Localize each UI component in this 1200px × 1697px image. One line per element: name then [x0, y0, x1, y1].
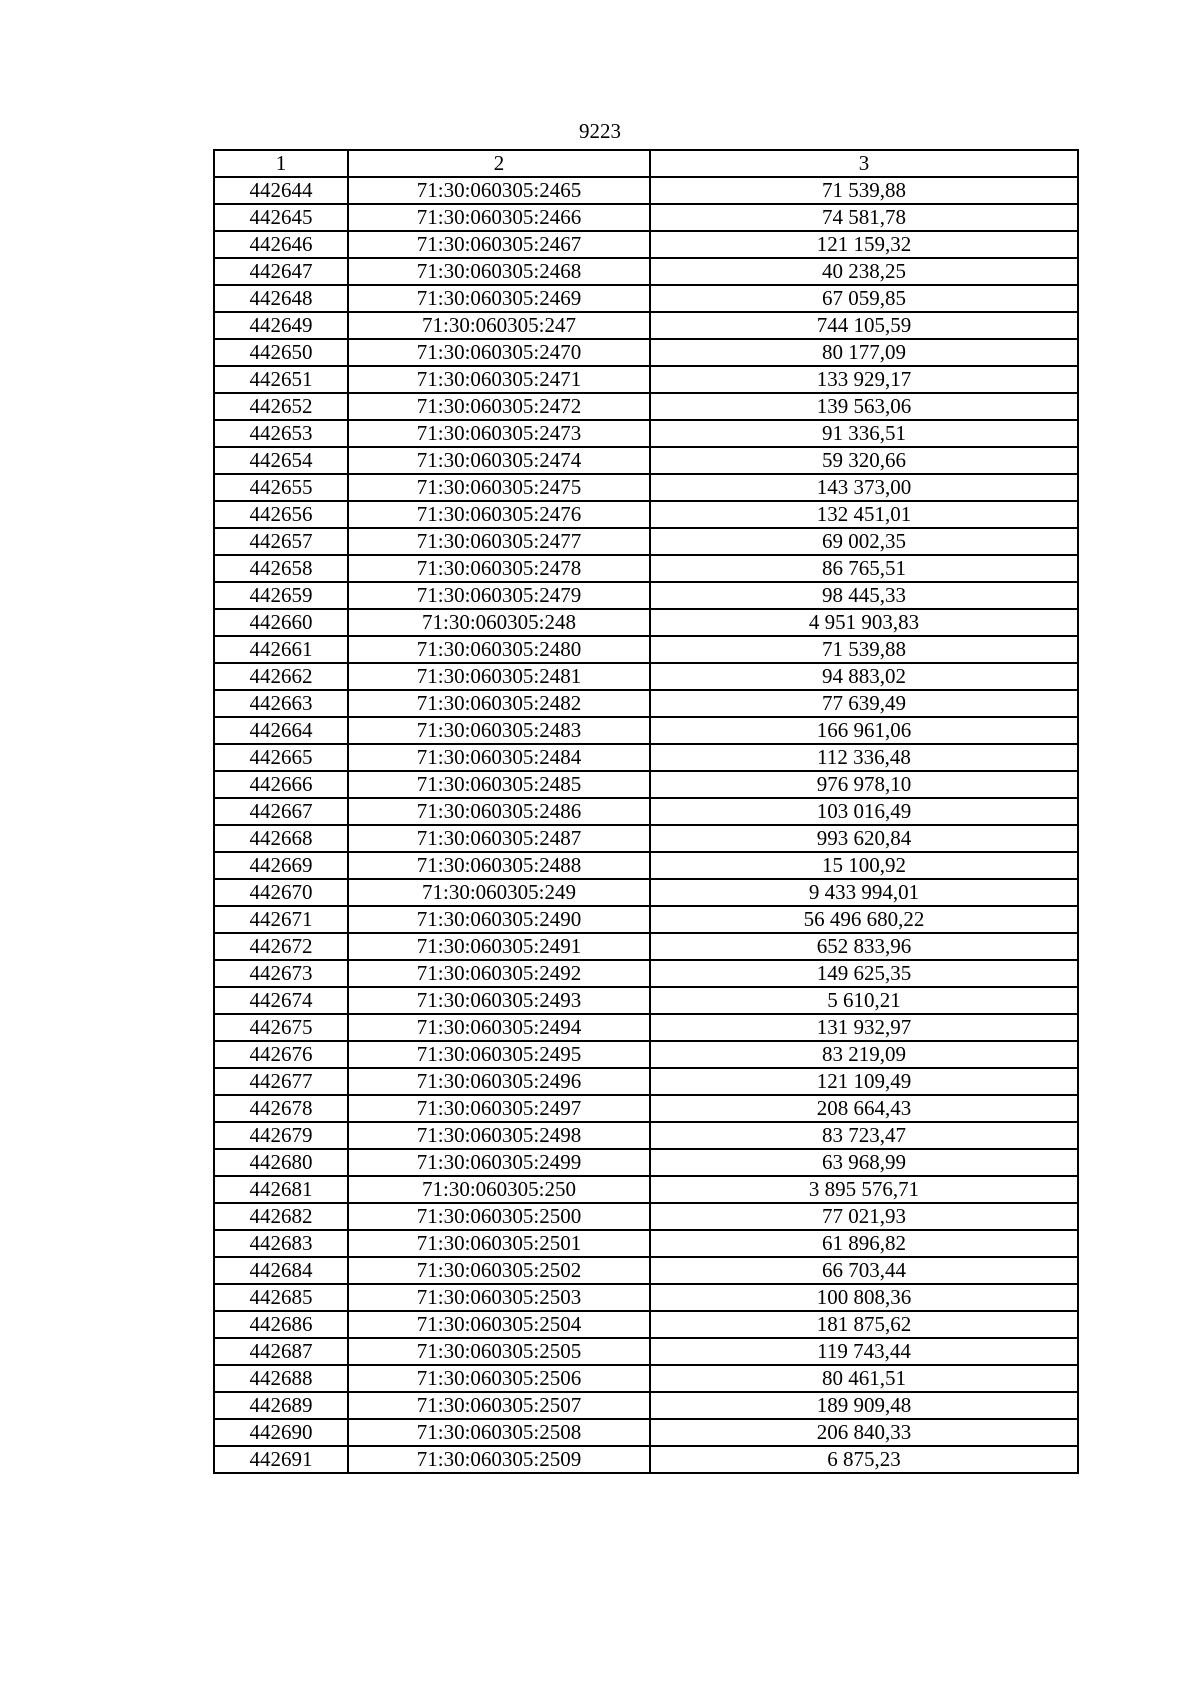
value-cell: 103 016,49	[650, 798, 1078, 825]
cadastral-number-cell: 71:30:060305:2495	[348, 1041, 650, 1068]
row-number-cell: 442664	[214, 717, 348, 744]
cadastral-number-cell: 71:30:060305:2492	[348, 960, 650, 987]
row-number-cell: 442676	[214, 1041, 348, 1068]
header-cell-column-2: 2	[348, 150, 650, 177]
value-cell: 744 105,59	[650, 312, 1078, 339]
table-row	[214, 1338, 1078, 1365]
row-number-cell: 442669	[214, 852, 348, 879]
value-cell: 94 883,02	[650, 663, 1078, 690]
row-number-cell: 442686	[214, 1311, 348, 1338]
value-cell: 61 896,82	[650, 1230, 1078, 1257]
table-row	[214, 1095, 1078, 1122]
cadastral-number-cell: 71:30:060305:2470	[348, 339, 650, 366]
value-cell: 121 159,32	[650, 231, 1078, 258]
cadastral-number-cell: 71:30:060305:2471	[348, 366, 650, 393]
cadastral-number-cell: 71:30:060305:250	[348, 1176, 650, 1203]
table-row	[214, 1230, 1078, 1257]
row-number-cell: 442656	[214, 501, 348, 528]
row-number-cell: 442689	[214, 1392, 348, 1419]
value-cell: 80 461,51	[650, 1365, 1078, 1392]
table-row	[214, 258, 1078, 285]
row-number-cell: 442660	[214, 609, 348, 636]
table-row	[214, 1365, 1078, 1392]
value-cell: 86 765,51	[650, 555, 1078, 582]
cadastral-number-cell: 71:30:060305:2504	[348, 1311, 650, 1338]
cadastral-number-cell: 71:30:060305:2484	[348, 744, 650, 771]
row-number-cell: 442668	[214, 825, 348, 852]
table-row	[214, 879, 1078, 906]
value-cell: 139 563,06	[650, 393, 1078, 420]
table-row	[214, 420, 1078, 447]
value-cell: 83 219,09	[650, 1041, 1078, 1068]
row-number-cell: 442677	[214, 1068, 348, 1095]
value-cell: 6 875,23	[650, 1446, 1078, 1473]
value-cell: 112 336,48	[650, 744, 1078, 771]
table-row	[214, 636, 1078, 663]
row-number-cell: 442662	[214, 663, 348, 690]
row-number-cell: 442653	[214, 420, 348, 447]
table-row	[214, 231, 1078, 258]
table-row	[214, 177, 1078, 204]
value-cell: 5 610,21	[650, 987, 1078, 1014]
row-number-cell: 442679	[214, 1122, 348, 1149]
cadastral-number-cell: 71:30:060305:2481	[348, 663, 650, 690]
cadastral-number-cell: 71:30:060305:2490	[348, 906, 650, 933]
value-cell: 976 978,10	[650, 771, 1078, 798]
cadastral-number-cell: 71:30:060305:2488	[348, 852, 650, 879]
table-row	[214, 1392, 1078, 1419]
row-number-cell: 442687	[214, 1338, 348, 1365]
cadastral-number-cell: 71:30:060305:2477	[348, 528, 650, 555]
table-row	[214, 960, 1078, 987]
value-cell: 132 451,01	[650, 501, 1078, 528]
row-number-cell: 442685	[214, 1284, 348, 1311]
row-number-cell: 442691	[214, 1446, 348, 1473]
table-row	[214, 690, 1078, 717]
table-row	[214, 312, 1078, 339]
value-cell: 77 639,49	[650, 690, 1078, 717]
table-row	[214, 1149, 1078, 1176]
row-number-cell: 442644	[214, 177, 348, 204]
value-cell: 71 539,88	[650, 177, 1078, 204]
value-cell: 181 875,62	[650, 1311, 1078, 1338]
cadastral-number-cell: 71:30:060305:2496	[348, 1068, 650, 1095]
table-row	[214, 852, 1078, 879]
table-row	[214, 528, 1078, 555]
table-row	[214, 1311, 1078, 1338]
row-number-cell: 442674	[214, 987, 348, 1014]
table-row	[214, 285, 1078, 312]
table-row	[214, 555, 1078, 582]
table-row	[214, 501, 1078, 528]
table-row	[214, 744, 1078, 771]
cadastral-number-cell: 71:30:060305:247	[348, 312, 650, 339]
table-row	[214, 1041, 1078, 1068]
cadastral-number-cell: 71:30:060305:2509	[348, 1446, 650, 1473]
cadastral-number-cell: 71:30:060305:2469	[348, 285, 650, 312]
cadastral-number-cell: 71:30:060305:2479	[348, 582, 650, 609]
cadastral-number-cell: 71:30:060305:2502	[348, 1257, 650, 1284]
table-row	[214, 1446, 1078, 1473]
header-cell-column-1: 1	[214, 150, 348, 177]
value-cell: 15 100,92	[650, 852, 1078, 879]
cadastral-number-cell: 71:30:060305:248	[348, 609, 650, 636]
cadastral-number-cell: 71:30:060305:2485	[348, 771, 650, 798]
row-number-cell: 442658	[214, 555, 348, 582]
cadastral-number-cell: 71:30:060305:2482	[348, 690, 650, 717]
cadastral-number-cell: 71:30:060305:2498	[348, 1122, 650, 1149]
table-row	[214, 1176, 1078, 1203]
value-cell: 74 581,78	[650, 204, 1078, 231]
value-cell: 3 895 576,71	[650, 1176, 1078, 1203]
table-row	[214, 366, 1078, 393]
row-number-cell: 442684	[214, 1257, 348, 1284]
table-row	[214, 933, 1078, 960]
cadastral-number-cell: 71:30:060305:2501	[348, 1230, 650, 1257]
row-number-cell: 442652	[214, 393, 348, 420]
cadastral-number-cell: 71:30:060305:2493	[348, 987, 650, 1014]
row-number-cell: 442672	[214, 933, 348, 960]
cadastral-number-cell: 71:30:060305:2508	[348, 1419, 650, 1446]
cadastral-number-cell: 71:30:060305:2476	[348, 501, 650, 528]
value-cell: 4 951 903,83	[650, 609, 1078, 636]
value-cell: 80 177,09	[650, 339, 1078, 366]
row-number-cell: 442683	[214, 1230, 348, 1257]
row-number-cell: 442645	[214, 204, 348, 231]
table-row	[214, 663, 1078, 690]
row-number-cell: 442667	[214, 798, 348, 825]
row-number-cell: 442673	[214, 960, 348, 987]
value-cell: 98 445,33	[650, 582, 1078, 609]
row-number-cell: 442680	[214, 1149, 348, 1176]
cadastral-number-cell: 71:30:060305:2480	[348, 636, 650, 663]
value-cell: 121 109,49	[650, 1068, 1078, 1095]
cadastral-number-cell: 71:30:060305:249	[348, 879, 650, 906]
table-row	[214, 1284, 1078, 1311]
cadastral-number-cell: 71:30:060305:2507	[348, 1392, 650, 1419]
cadastral-number-cell: 71:30:060305:2472	[348, 393, 650, 420]
value-cell: 91 336,51	[650, 420, 1078, 447]
cadastral-number-cell: 71:30:060305:2478	[348, 555, 650, 582]
cadastral-number-cell: 71:30:060305:2474	[348, 447, 650, 474]
table-row	[214, 1419, 1078, 1446]
row-number-cell: 442646	[214, 231, 348, 258]
table-row	[214, 204, 1078, 231]
header-cell-column-3: 3	[650, 150, 1078, 177]
table-row	[214, 447, 1078, 474]
cadastral-number-cell: 71:30:060305:2467	[348, 231, 650, 258]
cadastral-number-cell: 71:30:060305:2465	[348, 177, 650, 204]
value-cell: 69 002,35	[650, 528, 1078, 555]
value-cell: 993 620,84	[650, 825, 1078, 852]
value-cell: 63 968,99	[650, 1149, 1078, 1176]
row-number-cell: 442649	[214, 312, 348, 339]
table-row	[214, 1203, 1078, 1230]
row-number-cell: 442666	[214, 771, 348, 798]
value-cell: 149 625,35	[650, 960, 1078, 987]
value-cell: 119 743,44	[650, 1338, 1078, 1365]
row-number-cell: 442663	[214, 690, 348, 717]
cadastral-number-cell: 71:30:060305:2473	[348, 420, 650, 447]
row-number-cell: 442650	[214, 339, 348, 366]
table-row	[214, 987, 1078, 1014]
row-number-cell: 442647	[214, 258, 348, 285]
table-row	[214, 1068, 1078, 1095]
table-row	[214, 906, 1078, 933]
cadastral-number-cell: 71:30:060305:2500	[348, 1203, 650, 1230]
value-cell: 9 433 994,01	[650, 879, 1078, 906]
value-cell: 131 932,97	[650, 1014, 1078, 1041]
row-number-cell: 442690	[214, 1419, 348, 1446]
table-row	[214, 609, 1078, 636]
table-row	[214, 582, 1078, 609]
value-cell: 100 808,36	[650, 1284, 1078, 1311]
table-row	[214, 1014, 1078, 1041]
value-cell: 189 909,48	[650, 1392, 1078, 1419]
row-number-cell: 442648	[214, 285, 348, 312]
row-number-cell: 442678	[214, 1095, 348, 1122]
table-row	[214, 1257, 1078, 1284]
value-cell: 143 373,00	[650, 474, 1078, 501]
cadastral-number-cell: 71:30:060305:2503	[348, 1284, 650, 1311]
table-row	[214, 474, 1078, 501]
row-number-cell: 442665	[214, 744, 348, 771]
page-number: 9223	[579, 119, 621, 143]
value-cell: 56 496 680,22	[650, 906, 1078, 933]
cadastral-number-cell: 71:30:060305:2499	[348, 1149, 650, 1176]
row-number-cell: 442655	[214, 474, 348, 501]
cadastral-number-cell: 71:30:060305:2494	[348, 1014, 650, 1041]
cadastral-number-cell: 71:30:060305:2483	[348, 717, 650, 744]
cadastral-number-cell: 71:30:060305:2466	[348, 204, 650, 231]
row-number-cell: 442651	[214, 366, 348, 393]
value-cell: 166 961,06	[650, 717, 1078, 744]
row-number-cell: 442670	[214, 879, 348, 906]
value-cell: 133 929,17	[650, 366, 1078, 393]
cadastral-number-cell: 71:30:060305:2486	[348, 798, 650, 825]
value-cell: 59 320,66	[650, 447, 1078, 474]
row-number-cell: 442654	[214, 447, 348, 474]
cadastral-number-cell: 71:30:060305:2475	[348, 474, 650, 501]
row-number-cell: 442675	[214, 1014, 348, 1041]
row-number-cell: 442671	[214, 906, 348, 933]
table-row	[214, 717, 1078, 744]
row-number-cell: 442659	[214, 582, 348, 609]
cadastral-number-cell: 71:30:060305:2468	[348, 258, 650, 285]
row-number-cell: 442688	[214, 1365, 348, 1392]
table-row	[214, 1122, 1078, 1149]
row-number-cell: 442681	[214, 1176, 348, 1203]
cadastral-number-cell: 71:30:060305:2497	[348, 1095, 650, 1122]
cadastral-number-cell: 71:30:060305:2487	[348, 825, 650, 852]
table-row	[214, 798, 1078, 825]
table-row	[214, 771, 1078, 798]
row-number-cell: 442682	[214, 1203, 348, 1230]
registry-table-body	[214, 150, 1078, 1473]
value-cell: 40 238,25	[650, 258, 1078, 285]
value-cell: 652 833,96	[650, 933, 1078, 960]
value-cell: 67 059,85	[650, 285, 1078, 312]
value-cell: 206 840,33	[650, 1419, 1078, 1446]
table-row	[214, 393, 1078, 420]
cadastral-number-cell: 71:30:060305:2505	[348, 1338, 650, 1365]
table-row	[214, 825, 1078, 852]
value-cell: 71 539,88	[650, 636, 1078, 663]
row-number-cell: 442661	[214, 636, 348, 663]
cadastral-number-cell: 71:30:060305:2506	[348, 1365, 650, 1392]
value-cell: 66 703,44	[650, 1257, 1078, 1284]
value-cell: 83 723,47	[650, 1122, 1078, 1149]
registry-table	[213, 149, 1079, 1474]
value-cell: 77 021,93	[650, 1203, 1078, 1230]
row-number-cell: 442657	[214, 528, 348, 555]
value-cell: 208 664,43	[650, 1095, 1078, 1122]
cadastral-number-cell: 71:30:060305:2491	[348, 933, 650, 960]
table-header-row	[214, 150, 1078, 177]
table-row	[214, 339, 1078, 366]
